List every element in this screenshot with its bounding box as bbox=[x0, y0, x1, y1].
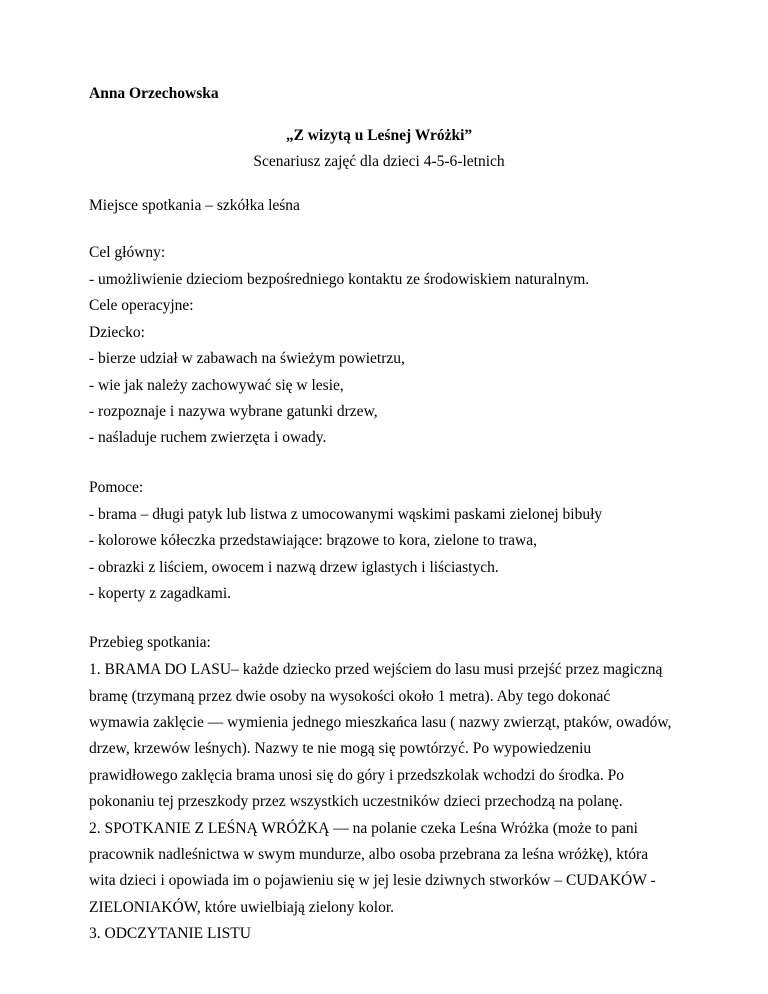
paragraph-line: drzew, krzewów leśnych). Nazwy te nie mogą się powtórzyć. Po wypowiedzeniu bbox=[89, 740, 592, 758]
author-name: Anna Orzechowska bbox=[89, 85, 219, 102]
paragraph-line: pracownik nadleśnictwa w swym mundurze, albo osoba przebrana za leśna wróżkę), która bbox=[89, 846, 649, 864]
main-goal-heading: Cel główny: bbox=[89, 244, 166, 261]
paragraph-line: prawidłowego zaklęcia brama unosi się do góry i przedszkolak wchodzi do środka. Po bbox=[89, 766, 625, 784]
document-title: „Z wizytą u Leśnej Wróżki” bbox=[285, 127, 473, 144]
list-item: - bierze udział w zabawach na świeżym powietrzu, bbox=[89, 350, 405, 368]
operational-goals-list bbox=[89, 346, 689, 452]
operational-goals-subheading: Dziecko: bbox=[89, 323, 145, 341]
list-item: - brama – długi patyk lub listwa z umocowanymi wąskimi paskami zielonej bibuły bbox=[89, 505, 603, 523]
list-item: - koperty z zagadkami. bbox=[89, 584, 232, 602]
paragraph-line: wymawia zaklęcie — wymienia jednego mieszkańca lasu ( nazwy zwierząt, ptaków, owadów, bbox=[89, 714, 672, 732]
aids-list bbox=[89, 502, 689, 608]
document-page bbox=[89, 84, 689, 948]
main-goal-text: - umożliwienie dzieciom bezpośredniego kontaktu ze środowiskiem naturalnym. bbox=[89, 271, 590, 288]
paragraph-line: pokonaniu tej przeszkody przez wszystkich uczestników dzieci przechodzą na polanę. bbox=[89, 793, 623, 811]
list-item: - rozpoznaje i nazywa wybrane gatunki drzew, bbox=[89, 402, 378, 420]
step-3-heading: 3. ODCZYTANIE LISTU bbox=[89, 925, 251, 943]
operational-goals-heading: Cele operacyjne: bbox=[89, 297, 194, 315]
paragraph-line: ZIELONIAKÓW, które uwielbiają zielony kolor. bbox=[89, 898, 395, 916]
paragraph-line: 1. BRAMA DO LASU– każde dziecko przed wejściem do lasu musi przejść przez magiczną bbox=[89, 661, 663, 679]
course-heading: Przebieg spotkania: bbox=[89, 634, 211, 652]
list-item: - wie jak należy zachowywać się w lesie, bbox=[89, 376, 344, 394]
list-item: - naśladuje ruchem zwierzęta i owady. bbox=[89, 429, 327, 447]
step-2-paragraph bbox=[89, 816, 689, 922]
paragraph-line: 2. SPOTKANIE Z LEŚNĄ WRÓŻKĄ — na polanie czeka Leśna Wróżka (może to pani bbox=[89, 819, 638, 837]
meeting-place: Miejsce spotkania – szkółka leśna bbox=[89, 197, 300, 214]
list-item: - kolorowe kółeczka przedstawiające: brązowe to kora, zielone to trawa, bbox=[89, 532, 537, 550]
paragraph-line: bramę (trzymaną przez dwie osoby na wysokości około 1 metra). Aby tego dokonać bbox=[89, 687, 611, 705]
document-subtitle: Scenariusz zajęć dla dzieci 4-5-6-letnich bbox=[253, 153, 505, 170]
paragraph-line: wita dzieci i opowiada im o pojawieniu się w jej lesie dziwnych stworków – CUDAKÓW - bbox=[89, 872, 656, 890]
step-1-paragraph bbox=[89, 657, 689, 815]
aids-heading: Pomoce: bbox=[89, 478, 144, 496]
list-item: - obrazki z liściem, owocem i nazwą drzew iglastych i liściastych. bbox=[89, 558, 499, 576]
